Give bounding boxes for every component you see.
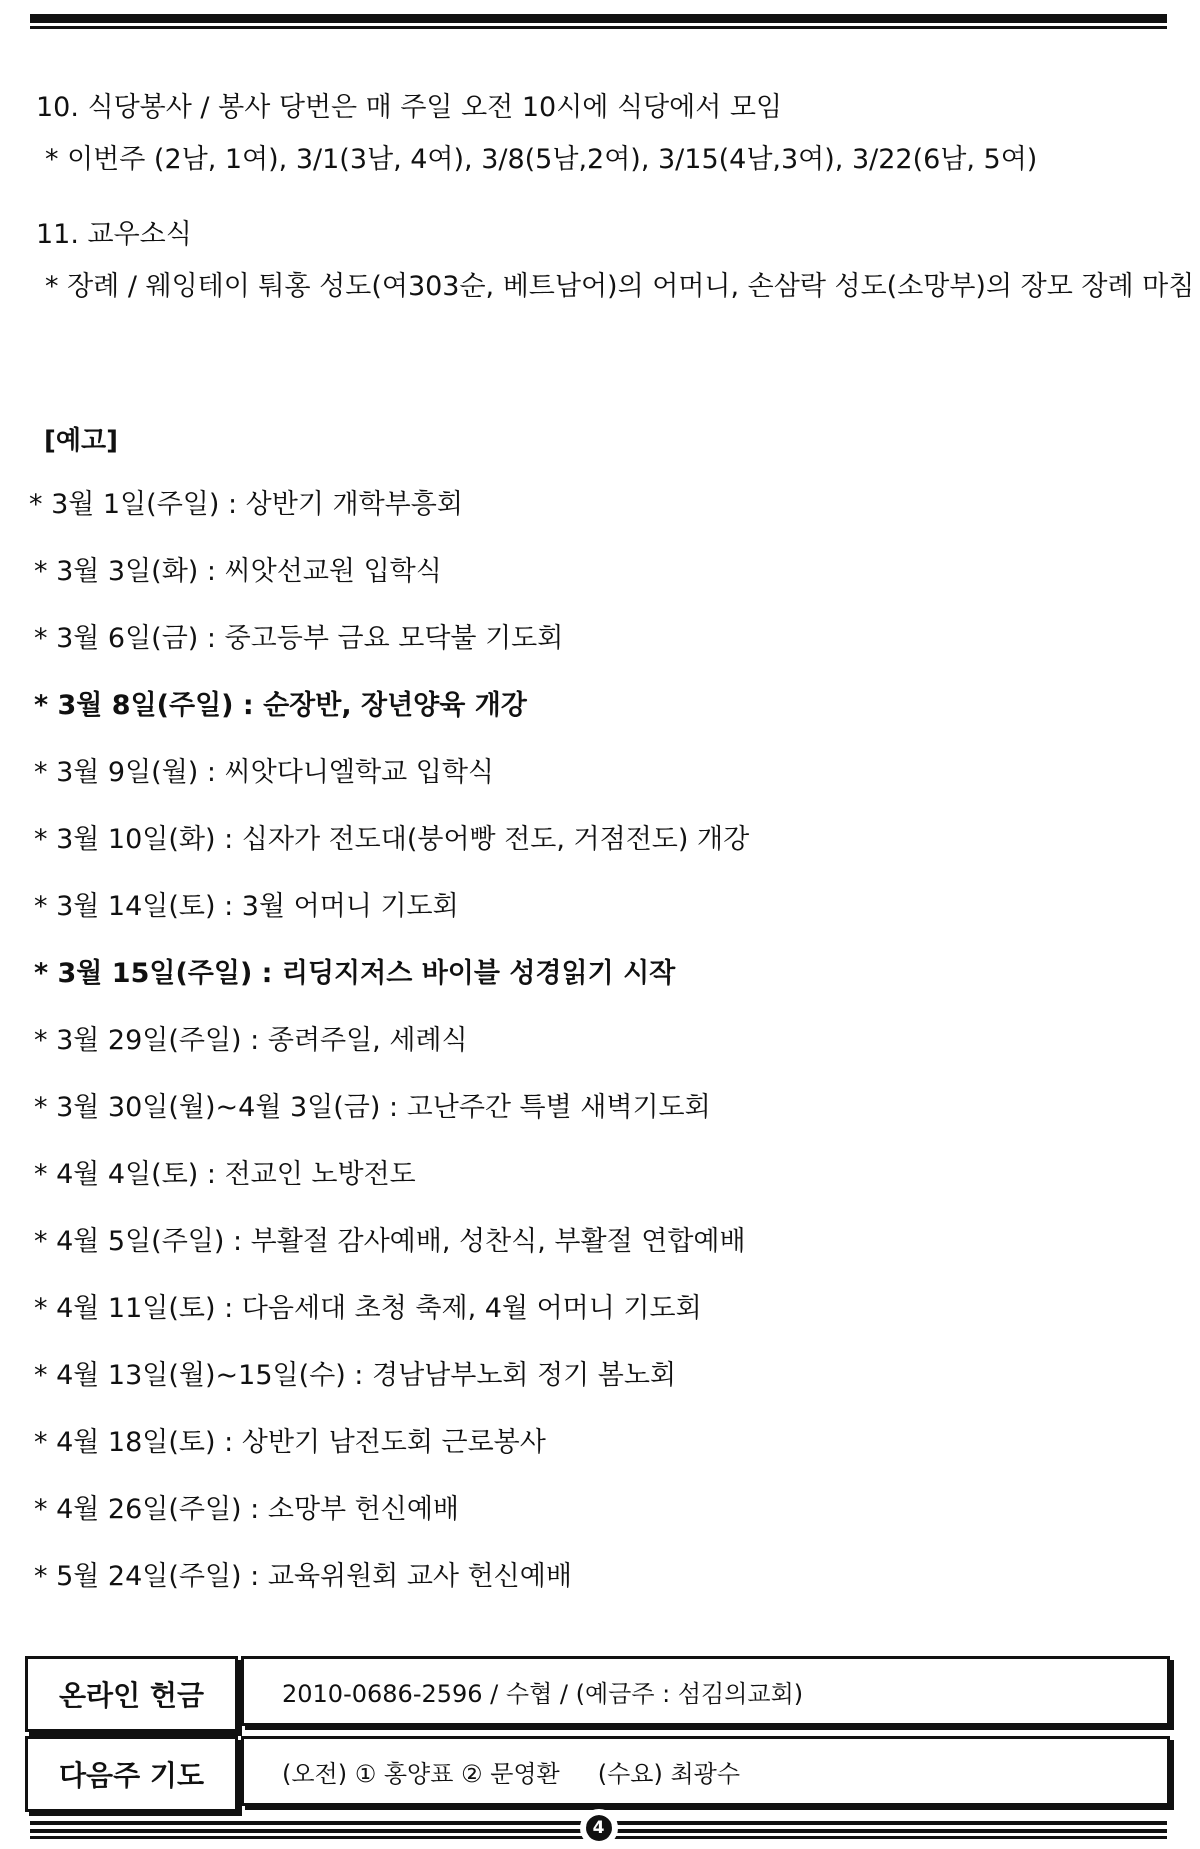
schedule-item: * 4월 11일(토) : 다음세대 초청 축제, 4월 어머니 기도회 xyxy=(34,1293,702,1324)
online-offering-account: 2010-0686-2596 / 수협 / (예금주 : 섬김의교회) xyxy=(241,1656,1170,1726)
next-week-prayer-value xyxy=(241,1736,1170,1806)
top-rule-thick xyxy=(30,14,1167,23)
section-10-title: 10. 식당봉사 / 봉사 당번은 매 주일 오전 10시에 식당에서 모임 xyxy=(36,92,783,123)
bottom-triple-rule xyxy=(30,1818,1167,1840)
prayer-morning: (오전) ① 홍양표 ② 문영환 xyxy=(282,1759,560,1788)
prayer-wednesday: (수요) 최광수 xyxy=(597,1759,741,1788)
schedule-item-highlight: * 3월 8일(주일) : 순장반, 장년양육 개강 xyxy=(34,690,527,721)
schedule-item: * 3월 14일(토) : 3월 어머니 기도회 xyxy=(34,891,459,922)
top-rule-thin xyxy=(30,26,1167,29)
section-10-detail: * 이번주 (2남, 1여), 3/1(3남, 4여), 3/8(5남,2여), 3/15(4남,3여), 3/22(6남, 5여) xyxy=(45,144,1038,175)
schedule-list xyxy=(29,488,750,1627)
schedule-item: * 3월 1일(주일) : 상반기 개학부흥회 xyxy=(29,489,463,520)
schedule-item: * 3월 30일(월)~4월 3일(금) : 고난주간 특별 새벽기도회 xyxy=(34,1092,711,1123)
online-offering-label: 온라인 헌금 xyxy=(25,1656,238,1732)
schedule-heading: [예고] xyxy=(44,426,118,456)
schedule-item: * 3월 9일(월) : 씨앗다니엘학교 입학식 xyxy=(34,757,494,788)
schedule-item: * 4월 18일(토) : 상반기 남전도회 근로봉사 xyxy=(34,1427,546,1458)
page-number-badge: 4 xyxy=(586,1815,612,1841)
schedule-item: * 3월 10일(화) : 십자가 전도대(붕어빵 전도, 거점전도) 개강 xyxy=(34,824,750,855)
schedule-item: * 4월 13일(월)~15일(수) : 경남남부노회 정기 봄노회 xyxy=(34,1360,677,1391)
schedule-item: * 4월 5일(주일) : 부활절 감사예배, 성찬식, 부활절 연합예배 xyxy=(34,1226,746,1257)
next-week-prayer-label: 다음주 기도 xyxy=(25,1736,238,1812)
schedule-item: * 3월 29일(주일) : 종려주일, 세례식 xyxy=(34,1025,468,1056)
schedule-item: * 3월 6일(금) : 중고등부 금요 모닥불 기도회 xyxy=(34,623,564,654)
top-double-rule xyxy=(30,14,1167,30)
section-11-detail: * 장례 / 웨잉테이 퉈홍 성도(여303순, 베트남어)의 어머니, 손삼락 성도(소망부)의 장모 장례 마침 xyxy=(45,271,1195,302)
section-11-title: 11. 교우소식 xyxy=(36,219,192,250)
schedule-item: * 5월 24일(주일) : 교육위원회 교사 헌신예배 xyxy=(34,1561,572,1592)
schedule-item: * 3월 3일(화) : 씨앗선교원 입학식 xyxy=(34,556,442,587)
schedule-item: * 4월 26일(주일) : 소망부 헌신예배 xyxy=(34,1494,460,1525)
schedule-item: * 4월 4일(토) : 전교인 노방전도 xyxy=(34,1159,416,1190)
schedule-item-highlight: * 3월 15일(주일) : 리딩지저스 바이블 성경읽기 시작 xyxy=(34,958,676,989)
